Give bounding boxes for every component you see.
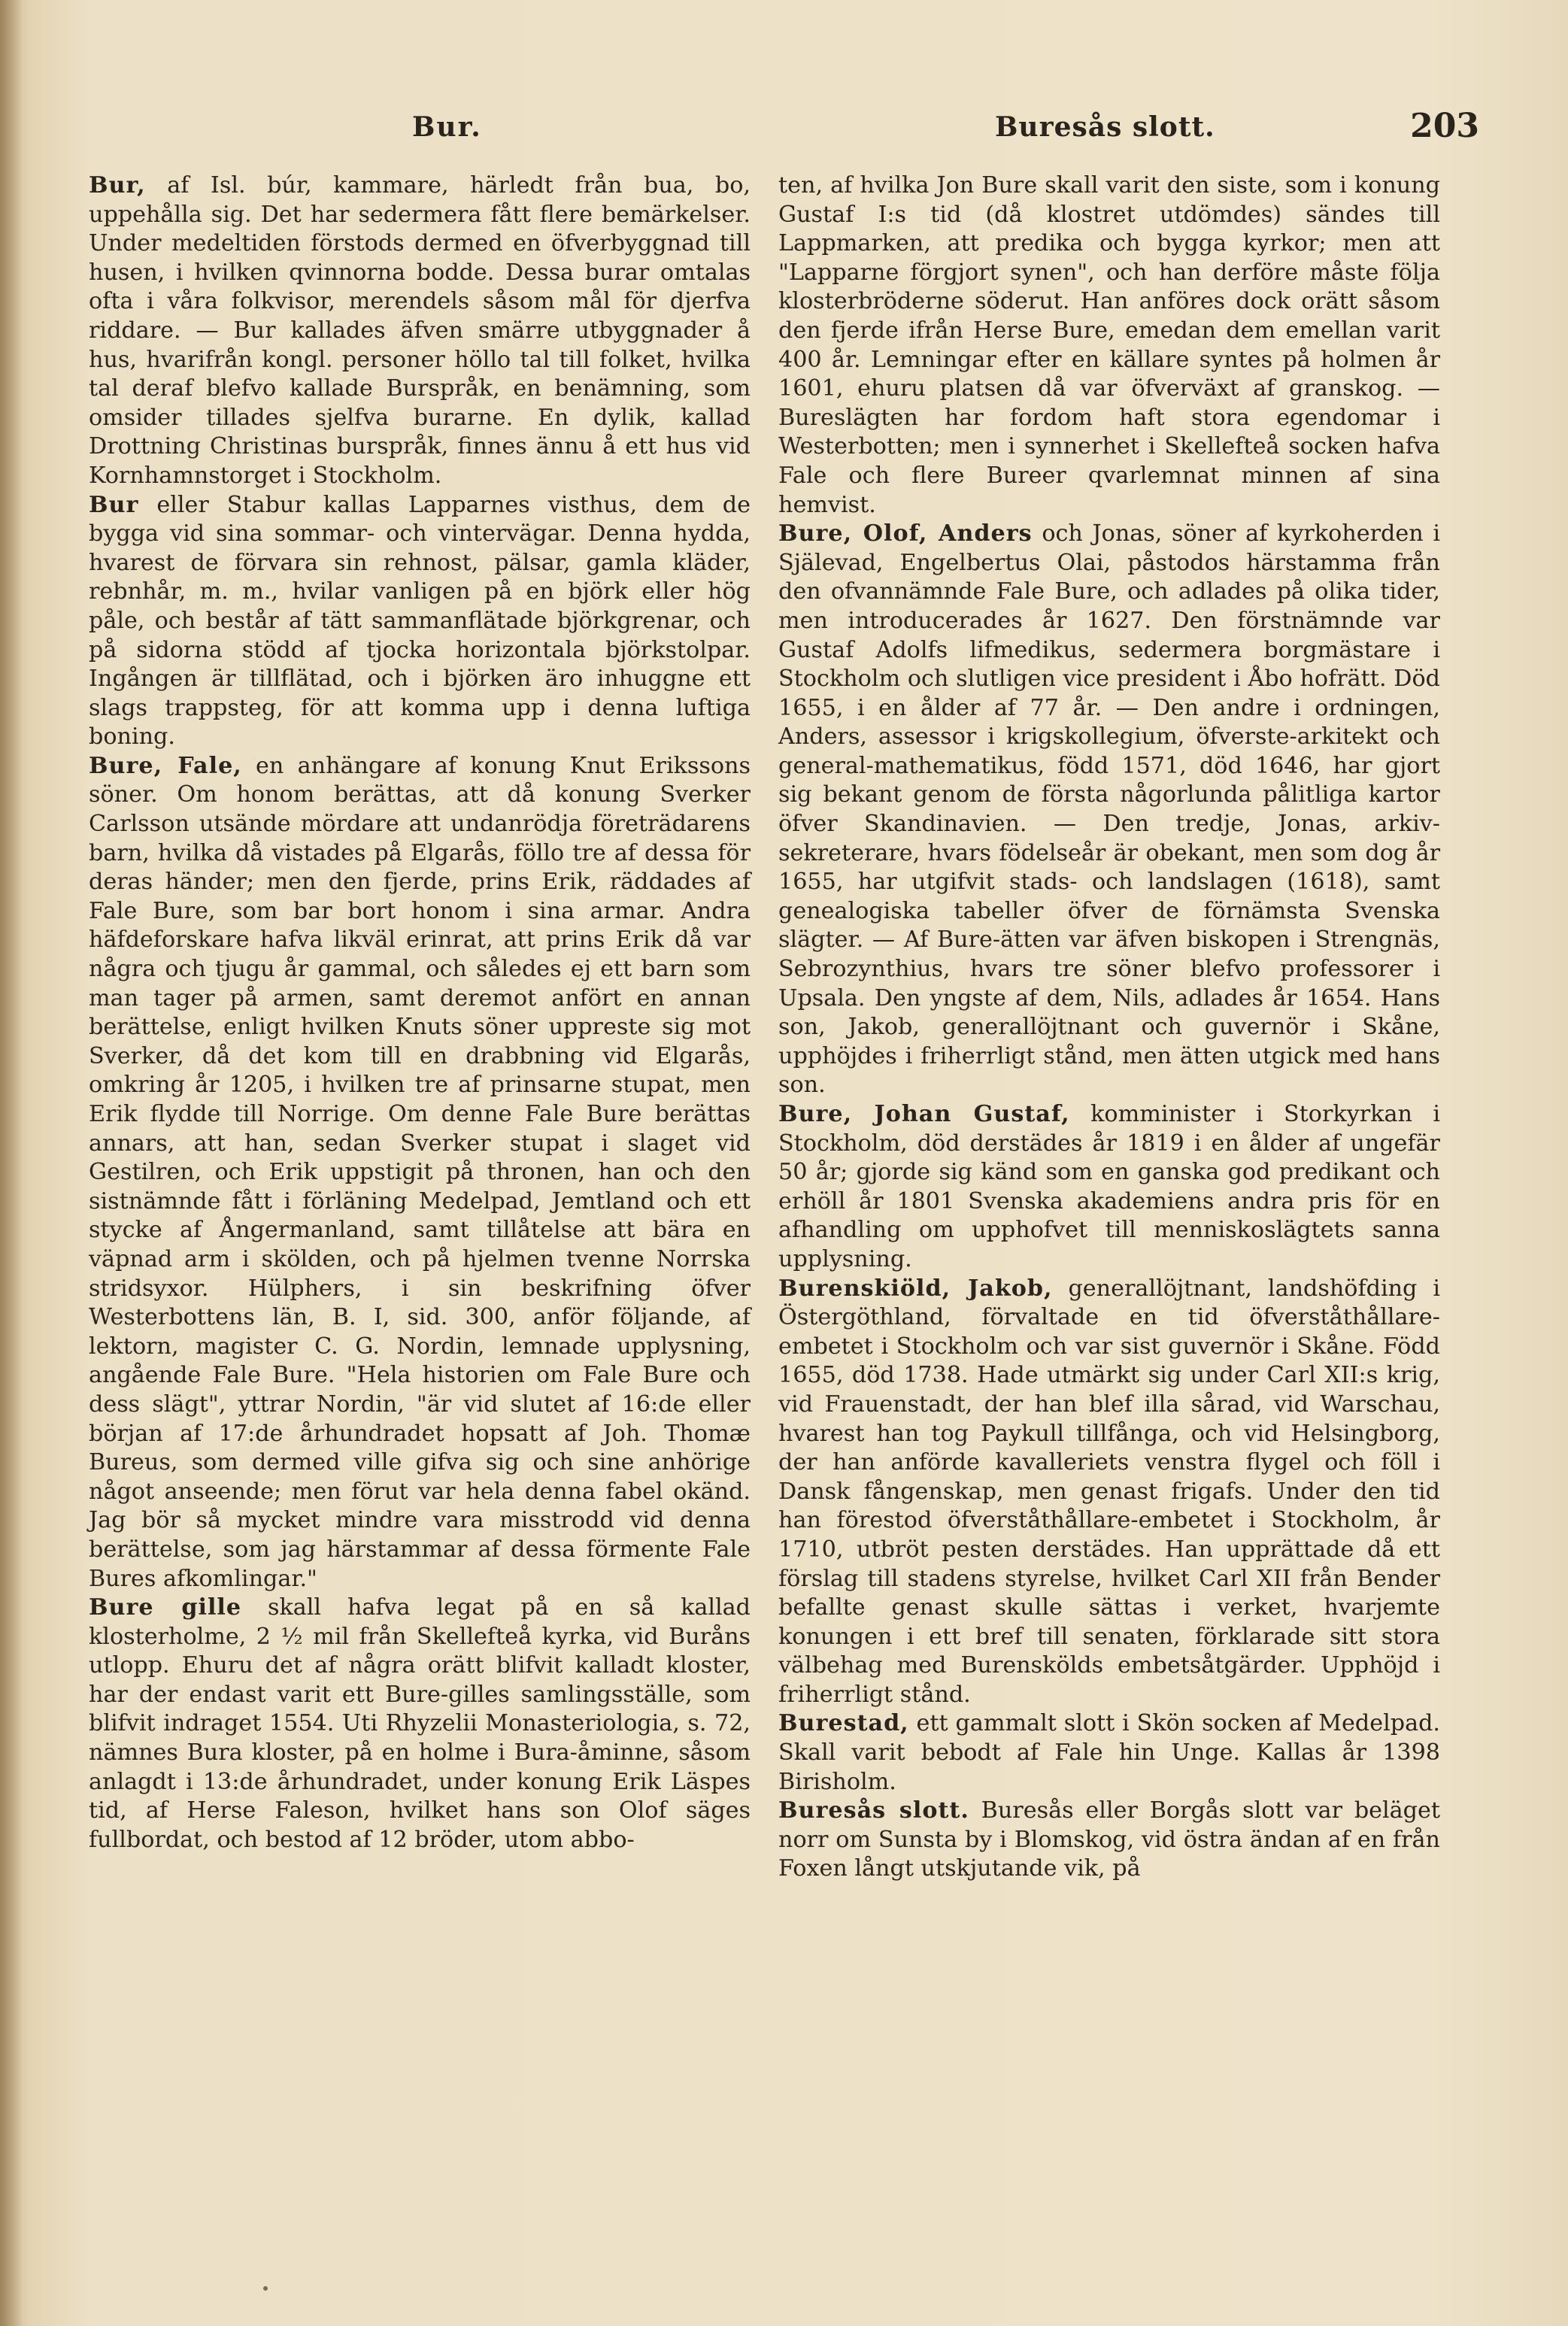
entry-headword: Bur [89, 491, 139, 518]
header-left-title: Bur. [412, 111, 482, 143]
entry-text: skall hafva legat på en så kallad klosterholme, 2 ½ mil från Skellefteå kyrka, vid Buråns utlopp. Ehuru det af några orätt blifvit kalladt kloster, har der endast varit ett Bure-gilles samlingsställe, som blifvit indraget 1554. Uti Rhyzelii Monasteriologia, s. 72, nämnes Bura kloster, på en holme i Bura-åminne, såsom anlagdt i 13:de århundradet, under konung Erik Läspes tid, af Herse Faleson, hvilket hans son Olof säges fullbordat, och bestod af 12 bröder, utom abbo- [89, 1594, 751, 1853]
dictionary-entry [89, 171, 751, 491]
dictionary-entry [89, 752, 751, 1594]
running-header [81, 107, 1479, 156]
entry-headword: Buresås slott. [778, 1797, 969, 1824]
spine-shadow [0, 0, 23, 2326]
entry-headword: Bure, Fale, [89, 752, 242, 779]
dictionary-entry [778, 1709, 1440, 1797]
entry-text: af Isl. búr, kammare, härledt från bua, bo, uppehålla sig. Det har sedermera fått flere bemärkelser. Under medeltiden förstods dermed en öfverbyggnad till husen, i hvilken qvinnorna bodde. Dessa burar omtalas ofta i våra folkvisor, merendels såsom mål för djerfva riddare. — Bur kallades äfven smärre utbyggnader å hus, hvarifrån kongl. personer höllo tal till folket, hvilka tal deraf blefvo kallade Burspråk, en benämning, som omsider tillades sjelfva burarne. En dylik, kallad Drottning Christinas burspråk, finnes ännu å ett hus vid Kornhamnstorget i Stockholm. [89, 172, 751, 489]
entry-headword: Bure, Olof, Anders [778, 520, 1033, 547]
entry-text: Buresås eller Borgås slott var beläget norr om Sunsta by i Blomskog, vid östra ändan af en från Foxen långt utskjutande vik, på [778, 1797, 1440, 1882]
entry-text: generallöjtnant, landshöfding i Östergöthland, förvaltade en tid öfverståthållare-embetet i Stockholm och var sist guvernör i Skåne. Född 1655, död 1738. Hade utmärkt sig under Carl XII:s krig, vid Frauenstadt, der han blef illa sårad, vid Warschau, hvarest han tog Paykull tillfånga, och vid Helsingborg, der han anförde kavalleriets venstra flygel och föll i Dansk fångenskap, men genast frigafs. Under den tid han förestod öfverståthållare-embetet i Stockholm, år 1710, utbröt pesten derstädes. Han upprättade då ett förslag till stadens styrelse, hvilket Carl XII från Bender befallte genast skulle sättas i verket, hvarjemte konungen i ett bref till senaten, förklarade sitt stora välbehag med Burenskölds embetsåtgärder. Upphöjd i friherrligt stånd. [778, 1275, 1440, 1708]
entry-headword: Bure gille [89, 1594, 242, 1621]
entry-headword: Burenskiöld, Jakob, [778, 1275, 1053, 1302]
header-right-title: Buresås slott. [995, 111, 1215, 143]
entry-text: komminister i Storkyrkan i Stockholm, död derstädes år 1819 i en ålder af ungefär 50 år; gjorde sig känd som en ganska god predikant och erhöll år 1801 Svenska akademiens andra pris för en afhandling om upphofvet till menniskoslägtets sanna upplysning. [778, 1101, 1440, 1272]
entry-headword: Bure, Johan Gustaf, [778, 1101, 1070, 1127]
entry-headword: Bur, [89, 172, 146, 199]
dictionary-entry [89, 491, 751, 752]
dictionary-entry [778, 1275, 1440, 1710]
right-column [778, 171, 1440, 1884]
dictionary-entry [778, 1100, 1440, 1275]
entry-text: ett gammalt slott i Skön socken af Medelpad. Skall varit bebodt af Fale hin Unge. Kallas år 1398 Birisholm. [778, 1710, 1440, 1795]
left-column [89, 171, 751, 1854]
entry-text: eller Stabur kallas Lapparnes visthus, dem de bygga vid sina sommar- och vintervägar. Denna hydda, hvarest de förvara sin rehnost, pälsar, gamla kläder, rebnhår, m. m., hvilar vanligen på en björk eller hög påle, och består af tätt sammanflätade björkgrenar, och på sidorna stödd af tjocka horizontala björkstolpar. Ingången är tillflätad, och i björken äro inhuggne ett slags trappsteg, för att komma upp i denna luftiga boning. [89, 491, 751, 751]
entry-text: en anhängare af konung Knut Erikssons söner. Om honom berättas, att då konung Sverker Carlsson utsände mördare att undanrödja företrädarens barn, hvilka då vistades på Elgarås, föllo tre af dessa för deras händer; men den fjerde, prins Erik, räddades af Fale Bure, som bar bort honom i sina armar. Andra häfdeforskare hafva likväl erinrat, att prins Erik då var några och tjugu år gammal, och således ej ett barn som man tager på armen, samt deremot anfört en annan berättelse, enligt hvilken Knuts söner uppreste sig mot Sverker, då det kom till en drabbning vid Elgarås, omkring år 1205, i hvilken tre af prinsarne stupat, men Erik flydde till Norrige. Om denne Fale Bure berättas annars, att han, sedan Sverker stupat i slaget vid Gestilren, och Erik uppstigit på thronen, han och den sistnämnde fått i förläning Medelpad, Jemtland och ett stycke af Ångermanland, samt tillåtelse att bära en väpnad arm i skölden, och på hjelmen tvenne Norrska stridsyxor. Hülphers, i sin beskrifning öfver Westerbottens län, B. I, sid. 300, anför följande, af lektorn, magister C. G. Nordin, lemnade upplysning, angående Fale Bure. "Hela historien om Fale Bure och dess slägt", yttrar Nordin, "är vid slutet af 16:de eller början af 17:de århundradet hopsatt af Joh. Thomæ Bureus, som dermed ville gifva sig och sine anhörige något anseende; men förut var hela denna fabel okänd. Jag bör så mycket mindre vara misstrodd vid denna berättelse, som jag härstammar af dessa förmente Fale Bures afkomlingar." [89, 752, 751, 1592]
page-blemish [263, 2286, 268, 2291]
page-number: 203 [1410, 107, 1479, 145]
dictionary-entry [778, 1797, 1440, 1884]
entry-headword: Burestad, [778, 1710, 909, 1737]
dictionary-entry [89, 1594, 751, 1854]
entry-text: ten, af hvilka Jon Bure skall varit den siste, som i konung Gustaf I:s tid (då klostret utdömdes) sändes till Lappmarken, att predika och bygga kyrkor; men att "Lapparne förgjort synen", och han derföre måste följa klosterbröderne söderut. Han anföres dock orätt såsom den fjerde ifrån Herse Bure, emedan dem emellan varit 400 år. Lemningar efter en källare syntes på holmen år 1601, ehuru platsen då var öfverväxt af granskog. — Bureslägten har fordom haft stora egendomar i Westerbotten; men i synnerhet i Skellefteå socken hafva Fale och flere Bureer qvarlemnat minnen af sina hemvist. [778, 172, 1440, 518]
dictionary-entry [778, 520, 1440, 1100]
dictionary-entry-continued [778, 171, 1440, 520]
entry-text: och Jonas, söner af kyrkoherden i Själevad, Engelbertus Olai, påstodos härstamma från den ofvannämnde Fale Bure, och adlades på olika tider, men introducerades år 1627. Den förstnämnde var Gustaf Adolfs lifmedikus, sedermera borgmästare i Stockholm och slutligen vice president i Åbo hofrätt. Död 1655, i en ålder af 77 år. — Den andre i ordningen, Anders, assessor i krigskollegium, öfverste-arkitekt och general-mathematikus, född 1571, död 1646, har gjort sig bekant genom de första någorlunda pålitliga kartor öfver Skandinavien. — Den tredje, Jonas, arkiv-sekreterare, hvars födelseår är obekant, men som dog år 1655, har utgifvit stads- och landslagen (1618), samt genealogiska tabeller öfver de förnämsta Svenska slägter. — Af Bure-ätten var äfven biskopen i Strengnäs, Sebrozynthius, hvars tre söner blefvo professorer i Upsala. Den yngste af dem, Nils, adlades år 1654. Hans son, Jakob, generallöjtnant och guvernör i Skåne, upphöjdes i friherrligt stånd, men ätten utgick med hans son. [778, 520, 1440, 1099]
